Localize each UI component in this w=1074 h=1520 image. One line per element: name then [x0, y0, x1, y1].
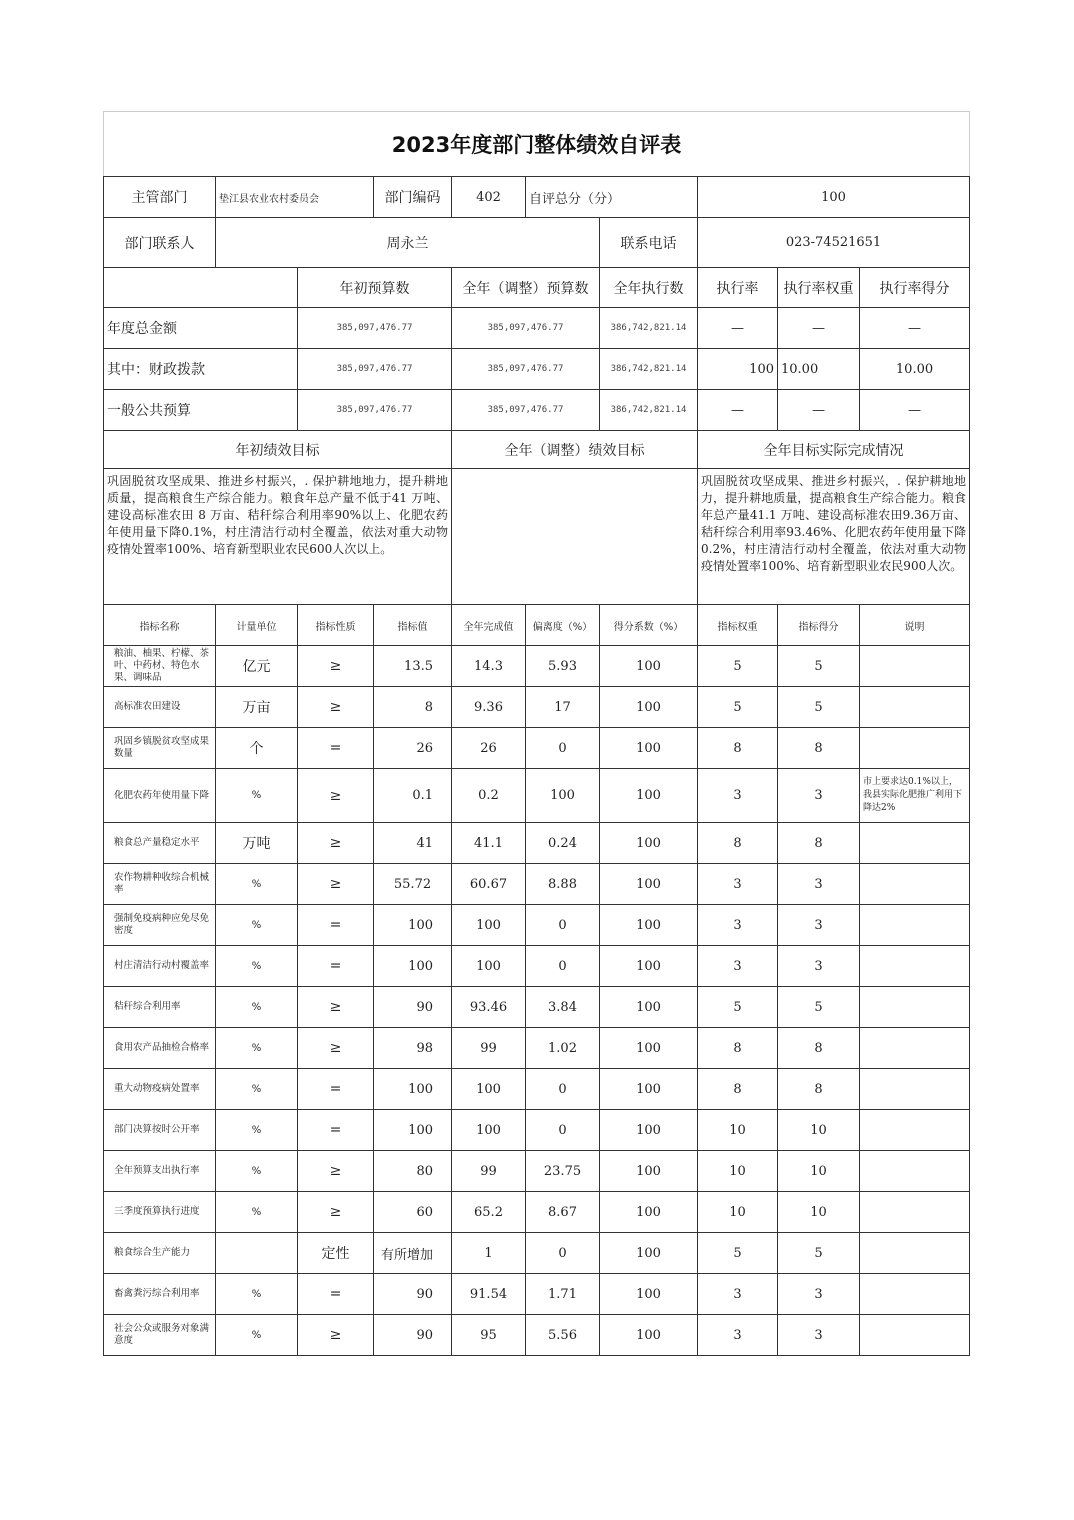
indicator-row	[104, 1315, 970, 1356]
indicator-name: 社会公众或服务对象满意度	[104, 1315, 216, 1356]
budget-executed: 386,742,821.14	[600, 390, 698, 431]
ind-header-actual: 全年完成值	[452, 605, 526, 646]
goal-adjusted-label: 全年（调整）绩效目标	[452, 431, 698, 469]
indicator-actual: 0.2	[452, 769, 526, 823]
indicator-weight: 8	[698, 823, 778, 864]
indicator-note	[860, 1315, 970, 1356]
indicator-target: 13.5	[374, 646, 452, 687]
indicator-deviation: 8.88	[526, 864, 600, 905]
indicator-actual: 95	[452, 1315, 526, 1356]
budget-score: 10.00	[860, 349, 970, 390]
indicator-actual: 9.36	[452, 687, 526, 728]
indicator-unit: 亿元	[216, 646, 298, 687]
indicator-target: 90	[374, 987, 452, 1028]
contact-value: 周永兰	[216, 218, 600, 268]
indicator-unit: %	[216, 946, 298, 987]
indicator-actual: 100	[452, 1069, 526, 1110]
ind-header-unit: 计量单位	[216, 605, 298, 646]
indicator-target: 98	[374, 1028, 452, 1069]
goal-actual-label: 全年目标实际完成情况	[698, 431, 970, 469]
indicator-coef: 100	[600, 1192, 698, 1233]
indicator-deviation: 23.75	[526, 1151, 600, 1192]
indicator-weight: 3	[698, 1274, 778, 1315]
budget-row-label: 一般公共预算	[104, 390, 298, 431]
indicator-score: 5	[778, 646, 860, 687]
indicator-actual: 100	[452, 946, 526, 987]
indicator-actual: 91.54	[452, 1274, 526, 1315]
indicator-unit: %	[216, 1192, 298, 1233]
budget-header-rate: 执行率	[698, 268, 778, 308]
indicator-coef: 100	[600, 864, 698, 905]
indicator-deviation: 0	[526, 728, 600, 769]
indicator-unit: 万吨	[216, 823, 298, 864]
indicator-row	[104, 864, 970, 905]
indicator-score: 8	[778, 1069, 860, 1110]
budget-header-weight: 执行率权重	[778, 268, 860, 308]
indicator-coef: 100	[600, 1233, 698, 1274]
indicator-score: 3	[778, 905, 860, 946]
code-label: 部门编码	[374, 177, 452, 218]
dept-label: 主管部门	[104, 177, 216, 218]
indicator-deviation: 17	[526, 687, 600, 728]
indicator-weight: 3	[698, 864, 778, 905]
indicator-coef: 100	[600, 728, 698, 769]
score-value: 100	[698, 177, 970, 218]
score-label: 自评总分（分）	[526, 177, 698, 218]
ind-header-coef: 得分系数（%）	[600, 605, 698, 646]
indicator-actual: 100	[452, 1110, 526, 1151]
indicator-unit: %	[216, 1110, 298, 1151]
budget-rate: —	[698, 308, 778, 349]
ind-header-weight: 指标权重	[698, 605, 778, 646]
budget-header-score: 执行率得分	[860, 268, 970, 308]
indicator-coef: 100	[600, 946, 698, 987]
indicator-name: 农作物耕种收综合机械率	[104, 864, 216, 905]
indicator-note	[860, 823, 970, 864]
indicator-score: 8	[778, 728, 860, 769]
indicator-name: 粮食总产量稳定水平	[104, 823, 216, 864]
indicator-actual: 65.2	[452, 1192, 526, 1233]
budget-weight: —	[778, 390, 860, 431]
indicator-nature: ≥	[298, 987, 374, 1028]
indicator-nature: ≥	[298, 687, 374, 728]
indicator-name: 粮油、柚果、柠檬、茶叶、中药材、特色水果、调味品	[104, 646, 216, 687]
budget-executed: 386,742,821.14	[600, 349, 698, 390]
indicator-nature: =	[298, 728, 374, 769]
indicator-weight: 5	[698, 987, 778, 1028]
indicator-deviation: 0	[526, 1069, 600, 1110]
indicator-name: 畜禽粪污综合利用率	[104, 1274, 216, 1315]
indicator-unit	[216, 1233, 298, 1274]
budget-score: —	[860, 308, 970, 349]
ind-header-target: 指标值	[374, 605, 452, 646]
budget-header-adjusted: 全年（调整）预算数	[452, 268, 600, 308]
phone-value: 023-74521651	[698, 218, 970, 268]
indicator-target: 90	[374, 1315, 452, 1356]
indicator-weight: 10	[698, 1110, 778, 1151]
indicator-note	[860, 946, 970, 987]
indicator-note	[860, 728, 970, 769]
indicator-actual: 99	[452, 1151, 526, 1192]
indicator-unit: %	[216, 769, 298, 823]
indicator-row	[104, 646, 970, 687]
indicator-name: 化肥农药年使用量下降	[104, 769, 216, 823]
phone-label: 联系电话	[600, 218, 698, 268]
indicator-weight: 5	[698, 646, 778, 687]
indicator-weight: 5	[698, 687, 778, 728]
budget-row	[104, 308, 970, 349]
indicator-score: 3	[778, 1315, 860, 1356]
indicator-name: 全年预算支出执行率	[104, 1151, 216, 1192]
indicator-note	[860, 1192, 970, 1233]
indicator-nature: =	[298, 1110, 374, 1151]
indicator-coef: 100	[600, 987, 698, 1028]
indicator-name: 食用农产品抽检合格率	[104, 1028, 216, 1069]
indicator-nature: ≥	[298, 1028, 374, 1069]
indicator-note	[860, 1028, 970, 1069]
indicator-unit: %	[216, 1315, 298, 1356]
indicator-nature: =	[298, 1069, 374, 1110]
indicator-coef: 100	[600, 905, 698, 946]
goal-actual-text: 巩固脱贫攻坚成果、推进乡村振兴，. 保护耕地地力，提升耕地质量，提高粮食生产综合能力。粮食年总产量41.1 万吨、建设高标准农田9.36万亩、秸秆综合利用率93.46%、化肥农药年使用量下降0.2%，村庄清洁行动村全覆盖，依法对重大动物疫情处置率100%、培育新型职业农民900人次。	[698, 469, 970, 605]
indicator-actual: 1	[452, 1233, 526, 1274]
indicator-target: 41	[374, 823, 452, 864]
indicator-row	[104, 769, 970, 823]
indicator-nature: =	[298, 905, 374, 946]
indicator-coef: 100	[600, 646, 698, 687]
indicator-unit: %	[216, 987, 298, 1028]
budget-initial: 385,097,476.77	[298, 390, 452, 431]
indicator-coef: 100	[600, 1315, 698, 1356]
goal-adjusted-text	[452, 469, 698, 605]
indicator-actual: 14.3	[452, 646, 526, 687]
indicator-note	[860, 1151, 970, 1192]
indicator-deviation: 0	[526, 1233, 600, 1274]
indicator-nature: ≥	[298, 646, 374, 687]
indicator-note	[860, 1274, 970, 1315]
indicator-actual: 41.1	[452, 823, 526, 864]
indicator-nature: ≥	[298, 864, 374, 905]
indicator-weight: 8	[698, 1069, 778, 1110]
indicator-nature: 定性	[298, 1233, 374, 1274]
indicator-target: 有所增加	[374, 1233, 452, 1274]
indicator-row	[104, 1192, 970, 1233]
indicator-name: 三季度预算执行进度	[104, 1192, 216, 1233]
budget-header-executed: 全年执行数	[600, 268, 698, 308]
goal-initial-label: 年初绩效目标	[104, 431, 452, 469]
indicator-target: 90	[374, 1274, 452, 1315]
code-value: 402	[452, 177, 526, 218]
indicator-coef: 100	[600, 1110, 698, 1151]
indicator-row	[104, 1274, 970, 1315]
indicator-name: 重大动物疫病处置率	[104, 1069, 216, 1110]
indicator-unit: %	[216, 1028, 298, 1069]
indicator-deviation: 5.56	[526, 1315, 600, 1356]
ind-header-score: 指标得分	[778, 605, 860, 646]
indicator-weight: 8	[698, 728, 778, 769]
indicator-nature: ≥	[298, 769, 374, 823]
indicator-actual: 99	[452, 1028, 526, 1069]
indicator-target: 0.1	[374, 769, 452, 823]
indicator-target: 100	[374, 946, 452, 987]
indicator-score: 10	[778, 1192, 860, 1233]
indicator-name: 高标准农田建设	[104, 687, 216, 728]
ind-header-note: 说明	[860, 605, 970, 646]
indicator-name: 巩固乡镇脱贫攻坚成果数量	[104, 728, 216, 769]
indicator-name: 村庄清洁行动村覆盖率	[104, 946, 216, 987]
indicator-note	[860, 864, 970, 905]
budget-adjusted: 385,097,476.77	[452, 349, 600, 390]
indicator-nature: ≥	[298, 1315, 374, 1356]
indicator-target: 100	[374, 1069, 452, 1110]
budget-initial: 385,097,476.77	[298, 308, 452, 349]
indicator-coef: 100	[600, 687, 698, 728]
ind-header-nature: 指标性质	[298, 605, 374, 646]
indicator-target: 80	[374, 1151, 452, 1192]
indicator-score: 10	[778, 1151, 860, 1192]
indicator-weight: 3	[698, 769, 778, 823]
page-title: 2023年度部门整体绩效自评表	[104, 112, 970, 177]
indicator-coef: 100	[600, 769, 698, 823]
indicator-row	[104, 728, 970, 769]
indicator-deviation: 0	[526, 1110, 600, 1151]
indicator-weight: 8	[698, 1028, 778, 1069]
indicator-deviation: 5.93	[526, 646, 600, 687]
indicator-coef: 100	[600, 1151, 698, 1192]
indicator-score: 10	[778, 1110, 860, 1151]
indicator-score: 3	[778, 769, 860, 823]
budget-corner	[104, 268, 298, 308]
indicator-note: 市上要求达0.1%以上，我县实际化肥推广利用下降达2%	[860, 769, 970, 823]
indicator-deviation: 1.71	[526, 1274, 600, 1315]
indicator-note	[860, 987, 970, 1028]
indicator-weight: 5	[698, 1233, 778, 1274]
indicator-row	[104, 987, 970, 1028]
indicator-actual: 100	[452, 905, 526, 946]
indicator-score: 8	[778, 823, 860, 864]
indicator-deviation: 0	[526, 946, 600, 987]
indicator-nature: =	[298, 1274, 374, 1315]
indicator-target: 8	[374, 687, 452, 728]
indicator-score: 5	[778, 987, 860, 1028]
indicator-target: 26	[374, 728, 452, 769]
indicator-target: 55.72	[374, 864, 452, 905]
budget-weight: 10.00	[778, 349, 860, 390]
indicator-nature: =	[298, 946, 374, 987]
indicator-unit: %	[216, 1274, 298, 1315]
indicator-coef: 100	[600, 1274, 698, 1315]
indicator-deviation: 3.84	[526, 987, 600, 1028]
indicator-score: 8	[778, 1028, 860, 1069]
indicator-coef: 100	[600, 823, 698, 864]
budget-row	[104, 390, 970, 431]
ind-header-deviation: 偏离度（%）	[526, 605, 600, 646]
indicator-row	[104, 1110, 970, 1151]
indicator-name: 秸秆综合利用率	[104, 987, 216, 1028]
budget-rate: —	[698, 390, 778, 431]
indicator-note	[860, 1069, 970, 1110]
indicator-row	[104, 1233, 970, 1274]
indicator-unit: 万亩	[216, 687, 298, 728]
indicator-note	[860, 687, 970, 728]
indicator-target: 60	[374, 1192, 452, 1233]
indicator-row	[104, 1151, 970, 1192]
indicator-weight: 10	[698, 1192, 778, 1233]
indicator-score: 3	[778, 864, 860, 905]
indicator-row	[104, 905, 970, 946]
indicator-name: 粮食综合生产能力	[104, 1233, 216, 1274]
budget-initial: 385,097,476.77	[298, 349, 452, 390]
indicator-deviation: 0.24	[526, 823, 600, 864]
budget-adjusted: 385,097,476.77	[452, 390, 600, 431]
budget-row-label: 其中：财政拨款	[104, 349, 298, 390]
indicator-row	[104, 1028, 970, 1069]
indicator-target: 100	[374, 1110, 452, 1151]
indicator-weight: 3	[698, 905, 778, 946]
budget-rate: 100	[698, 349, 778, 390]
indicator-nature: ≥	[298, 1192, 374, 1233]
indicator-actual: 60.67	[452, 864, 526, 905]
indicator-note	[860, 905, 970, 946]
indicator-score: 5	[778, 687, 860, 728]
indicator-name: 强制免疫病种应免尽免密度	[104, 905, 216, 946]
indicator-name: 部门决算按时公开率	[104, 1110, 216, 1151]
indicator-unit: %	[216, 864, 298, 905]
indicator-deviation: 0	[526, 905, 600, 946]
indicator-unit: %	[216, 1069, 298, 1110]
indicator-note	[860, 1110, 970, 1151]
budget-header-initial: 年初预算数	[298, 268, 452, 308]
indicator-score: 3	[778, 1274, 860, 1315]
indicator-header-row	[104, 605, 970, 646]
indicator-nature: ≥	[298, 823, 374, 864]
goal-initial-text: 巩固脱贫攻坚成果、推进乡村振兴，. 保护耕地地力，提升耕地质量，提高粮食生产综合能力。粮食年总产量不低于41 万吨、建设高标准农田 8 万亩、秸秆综合利用率90%以上、化肥农药年使用量下降0.1%，村庄清洁行动村全覆盖，依法对重大动物疫情处置率100%、培育新型职业农民600人次以上。	[104, 469, 452, 605]
indicator-row	[104, 687, 970, 728]
indicator-deviation: 1.02	[526, 1028, 600, 1069]
indicator-row	[104, 823, 970, 864]
indicator-coef: 100	[600, 1028, 698, 1069]
indicator-actual: 26	[452, 728, 526, 769]
performance-self-evaluation-table	[103, 111, 970, 1356]
dept-value: 垫江县农业农村委员会	[216, 177, 374, 218]
indicator-nature: ≥	[298, 1151, 374, 1192]
indicator-row	[104, 946, 970, 987]
indicator-weight: 10	[698, 1151, 778, 1192]
indicator-coef: 100	[600, 1069, 698, 1110]
indicator-unit: %	[216, 1151, 298, 1192]
ind-header-name: 指标名称	[104, 605, 216, 646]
indicator-weight: 3	[698, 1315, 778, 1356]
budget-row-label: 年度总金额	[104, 308, 298, 349]
budget-row	[104, 349, 970, 390]
indicator-weight: 3	[698, 946, 778, 987]
indicator-row	[104, 1069, 970, 1110]
indicator-unit: %	[216, 905, 298, 946]
indicator-note	[860, 1233, 970, 1274]
indicator-target: 100	[374, 905, 452, 946]
budget-adjusted: 385,097,476.77	[452, 308, 600, 349]
contact-label: 部门联系人	[104, 218, 216, 268]
indicator-deviation: 8.67	[526, 1192, 600, 1233]
budget-executed: 386,742,821.14	[600, 308, 698, 349]
indicator-unit: 个	[216, 728, 298, 769]
indicator-score: 3	[778, 946, 860, 987]
indicator-deviation: 100	[526, 769, 600, 823]
budget-weight: —	[778, 308, 860, 349]
budget-score: —	[860, 390, 970, 431]
indicator-score: 5	[778, 1233, 860, 1274]
indicator-actual: 93.46	[452, 987, 526, 1028]
indicator-note	[860, 646, 970, 687]
